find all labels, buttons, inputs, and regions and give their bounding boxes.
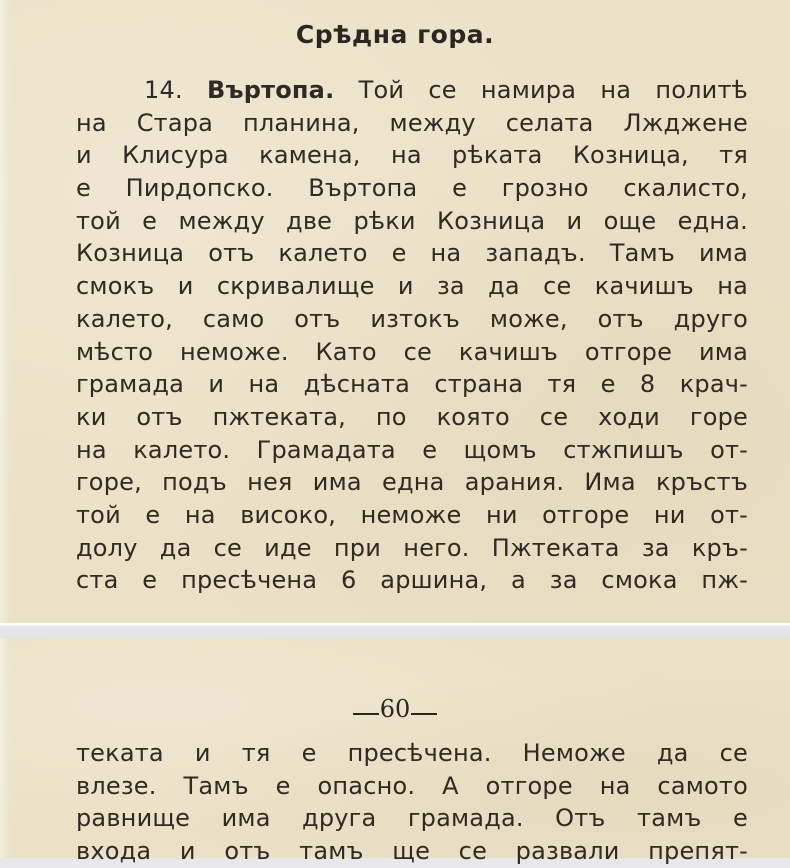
text-line: долу да се иде при него. Пжтеката за кръ- [76, 533, 748, 562]
text-line: Козница отъ калето е на западъ. Тамъ има [76, 239, 748, 268]
text-line-first [76, 74, 748, 107]
text-line: горе, подъ нея има една арания. Има кръстъ [76, 468, 748, 497]
text-line: на Стара планина, между селата Лжджене [76, 108, 748, 137]
text-line: на калето. Грамадата е щомъ стжпишъ от- [76, 435, 748, 464]
text-line: мѣсто неможе. Като се качишъ отгоре има [76, 337, 748, 366]
text-line: влезе. Тамъ е опасно. А отгоре на самото [76, 771, 748, 800]
page-text-block [76, 737, 748, 868]
text-line: грамада и на дѣсната страна тя е 8 крач- [76, 370, 748, 399]
text-line: Той се намира на политѣ [358, 76, 748, 104]
text-line: той е между две рѣки Козница и още една. [76, 206, 748, 235]
text-line: и Клисура камена, на рѣката Козница, тя [76, 141, 748, 170]
paragraph-number: 14. [144, 76, 183, 104]
entry-title: Въртопа. [206, 76, 335, 104]
text-line: теката и тя е пресѣчена. Неможе да се [76, 739, 748, 767]
page-text-block [76, 74, 748, 597]
page-number-value: 60 [379, 695, 411, 723]
page-number-dash-right [411, 713, 437, 715]
text-line: той е на високо, неможе ни отгоре ни от- [76, 500, 748, 529]
section-heading: Срѣдна гора. [295, 20, 495, 49]
text-line: равнище има друга грамада. Отъ тамъ е [76, 804, 748, 833]
page-number-dash-left [353, 713, 379, 715]
text-line: калето, само отъ изтокъ може, отъ друго [76, 304, 748, 333]
text-line-cut-off: входа и отъ тамъ ще се развали препят- [76, 837, 748, 866]
page-number [0, 695, 790, 723]
page-separator [0, 623, 790, 638]
text-line: е Пирдопско. Въртопа е грозно скалисто, [76, 174, 748, 203]
text-line: ки отъ пжтеката, по която се ходи горе [76, 402, 748, 431]
text-line: смокъ и скривалище и за да се качишъ на [76, 272, 748, 301]
scanned-page-60 [0, 638, 790, 866]
text-line: ста е пресѣчена 6 аршина, а за смока пж- [76, 566, 748, 595]
